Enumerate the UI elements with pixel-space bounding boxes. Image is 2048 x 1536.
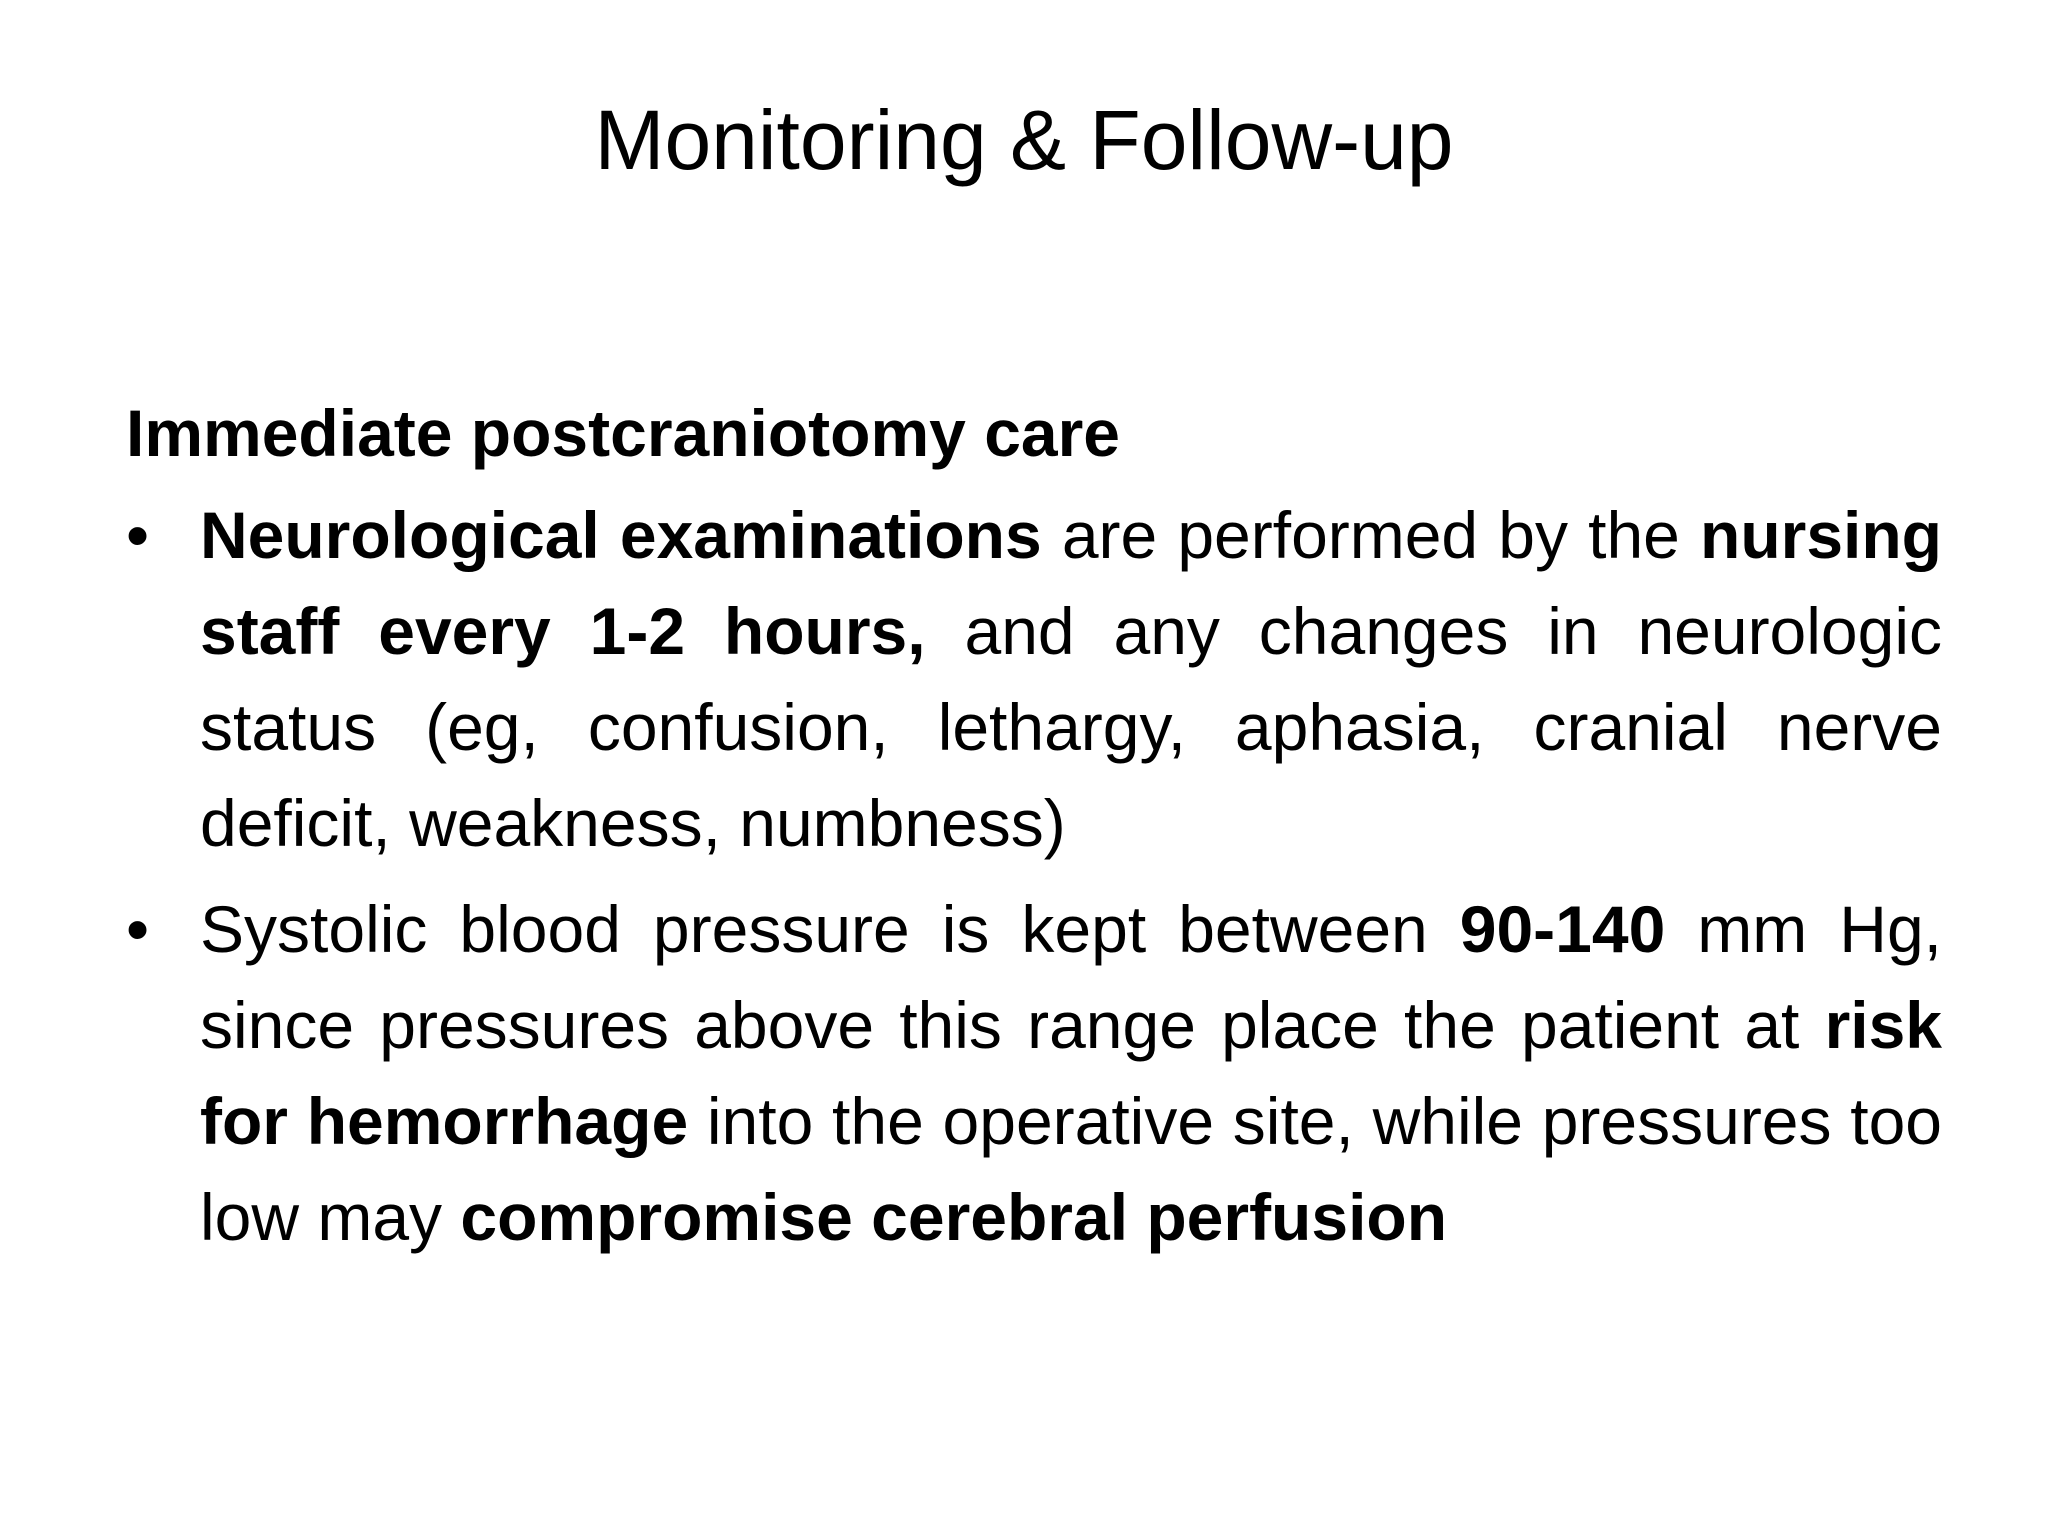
bullet-item-neuro-exams: [126, 487, 1942, 871]
body-text: and any changes in neurologic status (eg, confusion, lethargy, aphasia, cranial nerve deficit, weakness, numbness): [200, 594, 1943, 860]
bold-text: 90-140: [1459, 892, 1666, 966]
bold-text: Neurological examinations: [200, 498, 1042, 572]
bullet-item-blood-pressure: [126, 881, 1942, 1265]
body-text: Systolic blood pressure is kept between: [200, 892, 1460, 966]
slide-title: Monitoring & Follow-up: [594, 93, 1454, 187]
body-text: into the operative site, while pressures too low may: [200, 1084, 1942, 1254]
bullet-icon: •: [126, 498, 150, 572]
bullet-list: [126, 487, 1942, 1265]
section-subheading: Immediate postcraniotomy care: [126, 396, 1120, 470]
bold-text: risk for hemorrhage: [200, 988, 1942, 1158]
bold-text: compromise cerebral perfusion: [460, 1180, 1448, 1254]
body-text: mm Hg, since pressures above this range place the patient at: [200, 892, 1942, 1062]
bullet-icon: •: [126, 892, 150, 966]
slide-content: [126, 385, 1942, 1275]
body-text: are performed by the: [1041, 498, 1700, 572]
bold-text: nursing staff every 1-2 hours,: [200, 498, 1942, 668]
